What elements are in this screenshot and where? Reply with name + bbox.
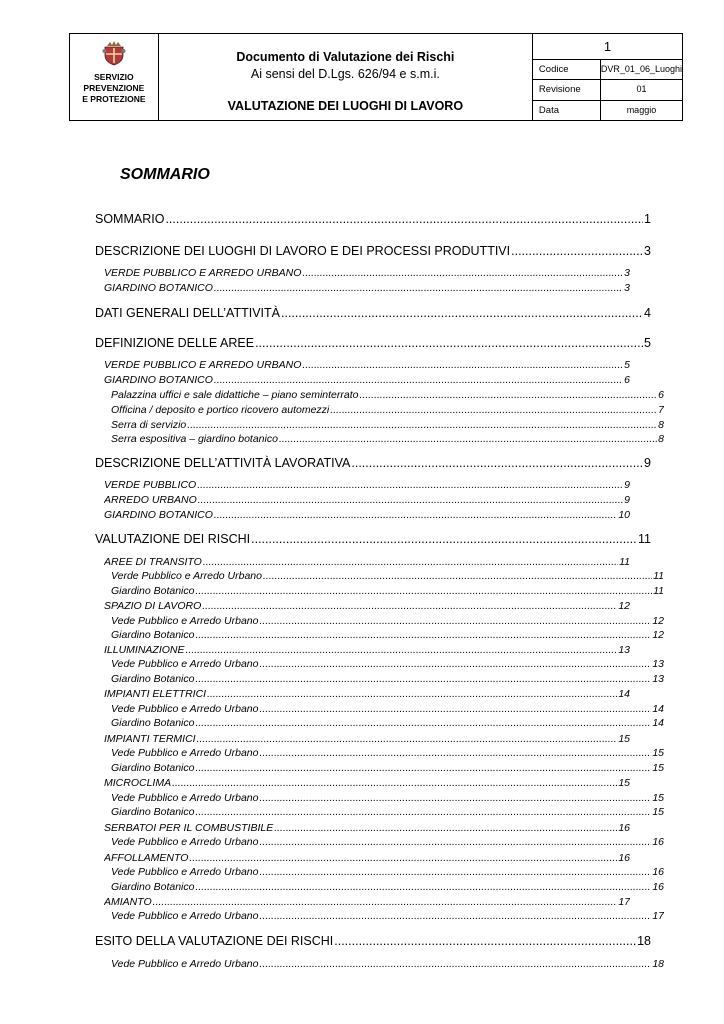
toc-leader-dots [195, 716, 651, 730]
toc-entry[interactable] [111, 746, 664, 760]
toc-entry[interactable] [111, 716, 664, 730]
toc-entry[interactable] [95, 933, 651, 949]
toc-leader-dots [189, 851, 617, 865]
meta-value: 01 [636, 84, 647, 95]
toc-entry[interactable] [95, 335, 651, 351]
toc-entry-label: GIARDINO BOTANICO [104, 509, 213, 521]
toc-entry-page: 8 [658, 433, 664, 445]
toc-leader-dots [259, 657, 651, 671]
toc-leader-dots [198, 493, 623, 507]
toc-entry-page: 5 [624, 359, 630, 371]
meta-value: DVR_01_06_Luoghi [600, 64, 682, 74]
toc-leader-dots [187, 418, 657, 432]
toc-leader-dots [302, 358, 623, 372]
toc-entry-label: AREE DI TRANSITO [104, 556, 202, 568]
toc-leader-dots [195, 628, 651, 642]
document-title: Documento di Valutazione dei Rischi [236, 50, 455, 64]
toc-entry-page: 9 [644, 456, 651, 470]
toc-leader-dots [259, 835, 651, 849]
toc-entry-page: 10 [618, 509, 630, 521]
toc-entry-page: 3 [624, 267, 630, 279]
toc-entry[interactable] [104, 266, 630, 280]
toc-entry-label: Verde Pubblico e Arredo Urbano [111, 570, 262, 582]
toc-leader-dots [214, 508, 617, 522]
toc-entry-label: DATI GENERALI DELL’ATTIVITÀ [95, 306, 280, 320]
document-subtitle: Ai sensi del D.Lgs. 626/94 e s.m.i. [250, 67, 440, 81]
toc-entry[interactable] [104, 851, 630, 865]
toc-entry-label: ESITO DELLA VALUTAZIONE DEI RISCHI [95, 934, 334, 948]
toc-entry-page: 13 [652, 673, 664, 685]
toc-entry-label: IMPIANTI TERMICI [104, 733, 196, 745]
toc-entry-label: VERDE PUBBLICO [104, 479, 197, 491]
toc-entry-label: Giardino Botanico [111, 881, 195, 893]
toc-entry[interactable] [104, 358, 630, 372]
toc-leader-dots [214, 373, 623, 387]
toc-entry[interactable] [111, 672, 664, 686]
toc-entry-page: 13 [652, 658, 664, 670]
toc-leader-dots [330, 403, 657, 417]
toc-entry[interactable] [95, 211, 651, 227]
toc-entry-page: 7 [658, 404, 664, 416]
toc-entry[interactable] [95, 455, 651, 471]
toc-entry[interactable] [111, 403, 664, 417]
meta-label: Codice [533, 60, 601, 79]
toc-entry[interactable] [111, 569, 664, 583]
toc-entry-label: VERDE PUBBLICO E ARREDO URBANO [104, 267, 302, 279]
toc-entry-label: Giardino Botanico [111, 717, 195, 729]
toc-entry-label: Vede Pubblico e Arredo Urbano [111, 836, 259, 848]
toc-entry[interactable] [111, 909, 664, 923]
toc-heading: SOMMARIO [120, 166, 210, 183]
meta-value: maggio [626, 104, 657, 115]
toc-entry-label: Giardino Botanico [111, 762, 195, 774]
toc-leader-dots [259, 957, 651, 971]
toc-leader-dots [197, 732, 618, 746]
toc-entry-label: Vede Pubblico e Arredo Urbano [111, 792, 259, 804]
toc-entry-page: 9 [624, 494, 630, 506]
toc-entry-label: Vede Pubblico e Arredo Urbano [111, 866, 259, 878]
toc-entry-page: 14 [618, 688, 630, 700]
toc-entry[interactable] [111, 791, 664, 805]
toc-entry-page: 11 [638, 532, 651, 546]
toc-entry-page: 6 [624, 374, 630, 386]
toc-entry-page: 12 [652, 615, 664, 627]
department-line: E PROTEZIONE [82, 94, 146, 104]
toc-entry-label: VALUTAZIONE DEI RISCHI [95, 532, 251, 546]
toc-entry-page: 1 [644, 212, 651, 226]
toc-leader-dots [259, 614, 651, 628]
toc-entry-label: Giardino Botanico [111, 673, 195, 685]
toc-entry[interactable] [111, 388, 664, 402]
toc-entry-label: VERDE PUBBLICO E ARREDO URBANO [104, 359, 302, 371]
toc-entry-label: Palazzina uffici e sale didattiche – piano seminterrato [111, 389, 359, 401]
toc-entry-label: Vede Pubblico e Arredo Urbano [111, 658, 259, 670]
toc-entry-page: 15 [618, 733, 630, 745]
toc-leader-dots [195, 880, 651, 894]
toc-entry-label: Serra espositiva – giardino botanico [111, 433, 278, 445]
toc-entry-label: AMIANTO [104, 896, 152, 908]
toc-entry[interactable] [95, 243, 651, 259]
department-line: SERVIZIO [94, 72, 134, 82]
meta-label: Revisione [533, 80, 601, 99]
toc-entry[interactable] [104, 478, 630, 492]
toc-entry[interactable] [111, 957, 664, 971]
toc-entry[interactable] [104, 373, 630, 387]
toc-entry-page: 16 [652, 881, 664, 893]
toc-entry[interactable] [104, 599, 630, 613]
toc-entry-page: 3 [644, 244, 651, 258]
toc-entry[interactable] [95, 531, 651, 547]
toc-entry-page: 11 [653, 570, 664, 582]
toc-entry-label: Giardino Botanico [111, 806, 195, 818]
toc-entry[interactable] [111, 880, 664, 894]
toc-leader-dots [259, 909, 651, 923]
toc-entry-label: ILLUMINAZIONE [104, 644, 185, 656]
toc-entry-page: 14 [652, 703, 664, 715]
document-section: VALUTAZIONE DEI LUOGHI DI LAVORO [227, 99, 464, 113]
toc-entry[interactable] [111, 702, 664, 716]
toc-leader-dots [172, 776, 617, 790]
toc-entry-label: DESCRIZIONE DEI LUOGHI DI LAVORO E DEI PROCESSI PRODUTTIVI [95, 244, 511, 258]
toc-entry[interactable] [104, 776, 630, 790]
toc-leader-dots [334, 933, 636, 949]
toc-entry-label: DESCRIZIONE DELL’ATTIVITÀ LAVORATIVA [95, 456, 351, 470]
toc-entry-page: 16 [618, 822, 630, 834]
toc-entry[interactable] [111, 761, 664, 775]
toc-entry-label: Serra di servizio [111, 419, 187, 431]
toc-leader-dots [197, 478, 623, 492]
toc-entry-label: IMPIANTI ELETTRICI [104, 688, 207, 700]
toc-entry-page: 12 [652, 629, 664, 641]
toc-entry-page: 6 [658, 389, 664, 401]
toc-entry-page: 15 [652, 806, 664, 818]
toc-entry-page: 4 [644, 306, 651, 320]
toc-entry[interactable] [111, 628, 664, 642]
toc-entry[interactable] [95, 305, 651, 321]
toc-entry[interactable] [104, 732, 630, 746]
toc-entry-page: 17 [618, 896, 630, 908]
toc-entry-label: Vede Pubblico e Arredo Urbano [111, 615, 259, 627]
toc-leader-dots [259, 746, 651, 760]
page-number: 1 [533, 34, 682, 60]
toc-leader-dots [207, 687, 617, 701]
toc-entry-label: MICROCLIMA [104, 777, 172, 789]
toc-entry[interactable] [104, 555, 630, 569]
toc-entry-page: 15 [618, 777, 630, 789]
toc-entry-label: GIARDINO BOTANICO [104, 282, 213, 294]
toc-entry[interactable] [104, 493, 630, 507]
toc-entry[interactable] [104, 508, 630, 522]
toc-entry-page: 13 [618, 644, 630, 656]
department-line: PREVENZIONE [83, 83, 145, 93]
toc-entry-page: 18 [637, 934, 651, 948]
toc-entry-page: 12 [618, 600, 630, 612]
toc-entry-label: AFFOLLAMENTO [104, 852, 189, 864]
toc-entry-page: 3 [624, 282, 630, 294]
toc-leader-dots [202, 599, 617, 613]
toc-entry-label: Vede Pubblico e Arredo Urbano [111, 703, 259, 715]
toc-entry-label: Giardino Botanico [111, 629, 195, 641]
toc-entry-page: 16 [618, 852, 630, 864]
toc-entry-label: SPAZIO DI LAVORO [104, 600, 202, 612]
toc-leader-dots [259, 791, 651, 805]
toc-entry-page: 15 [652, 792, 664, 804]
toc-leader-dots [359, 388, 657, 402]
toc-leader-dots [511, 243, 643, 259]
toc-entry-page: 15 [652, 747, 664, 759]
toc-entry-page: 9 [624, 479, 630, 491]
toc-entry-label: Vede Pubblico e Arredo Urbano [111, 910, 259, 922]
toc-leader-dots [255, 335, 643, 351]
toc-entry-page: 18 [652, 958, 664, 970]
toc-leader-dots [263, 569, 652, 583]
toc-entry[interactable] [111, 805, 664, 819]
meta-label: Data [533, 101, 601, 120]
toc-entry-label: SOMMARIO [95, 212, 165, 226]
toc-entry[interactable] [104, 643, 630, 657]
toc-leader-dots [195, 672, 651, 686]
toc-entry[interactable] [111, 657, 664, 671]
toc-leader-dots [195, 805, 651, 819]
toc-leader-dots [153, 895, 618, 909]
toc-entry[interactable] [111, 418, 664, 432]
toc-entry[interactable] [104, 821, 630, 835]
toc-entry[interactable] [111, 865, 664, 879]
toc-leader-dots [195, 584, 652, 598]
toc-entry-page: 15 [652, 762, 664, 774]
toc-leader-dots [259, 702, 651, 716]
toc-entry[interactable] [104, 895, 630, 909]
toc-leader-dots [279, 432, 657, 446]
toc-entry-label: DEFINIZIONE DELLE AREE [95, 336, 255, 350]
toc-entry-page: 16 [652, 836, 664, 848]
toc-entry[interactable] [111, 584, 664, 598]
toc-entry[interactable] [111, 432, 664, 446]
toc-entry-label: ARREDO URBANO [104, 494, 197, 506]
toc-entry-label: Vede Pubblico e Arredo Urbano [111, 747, 259, 759]
toc-entry-page: 16 [652, 866, 664, 878]
toc-entry[interactable] [111, 614, 664, 628]
toc-leader-dots [165, 211, 643, 227]
toc-entry[interactable] [104, 687, 630, 701]
toc-entry-page: 11 [619, 556, 630, 568]
toc-leader-dots [214, 281, 623, 295]
toc-leader-dots [186, 643, 618, 657]
toc-entry-label: Officina / deposito e portico ricovero automezzi [111, 404, 330, 416]
toc-leader-dots [251, 531, 637, 547]
toc-leader-dots [351, 455, 643, 471]
toc-leader-dots [274, 821, 617, 835]
toc-entry-page: 8 [658, 419, 664, 431]
toc-entry[interactable] [111, 835, 664, 849]
toc-leader-dots [281, 305, 643, 321]
toc-entry-label: Giardino Botanico [111, 585, 195, 597]
toc-entry[interactable] [104, 281, 630, 295]
toc-entry-page: 14 [652, 717, 664, 729]
toc-entry-page: 11 [653, 585, 664, 597]
toc-entry-label: SERBATOI PER IL COMBUSTIBILE [104, 822, 274, 834]
toc-leader-dots [195, 761, 651, 775]
toc-entry-page: 5 [644, 336, 651, 350]
toc-leader-dots [203, 555, 618, 569]
toc-entry-page: 17 [652, 910, 664, 922]
toc-leader-dots [259, 865, 651, 879]
toc-leader-dots [302, 266, 623, 280]
toc-entry-label: GIARDINO BOTANICO [104, 374, 213, 386]
toc-entry-label: Vede Pubblico e Arredo Urbano [111, 958, 259, 970]
